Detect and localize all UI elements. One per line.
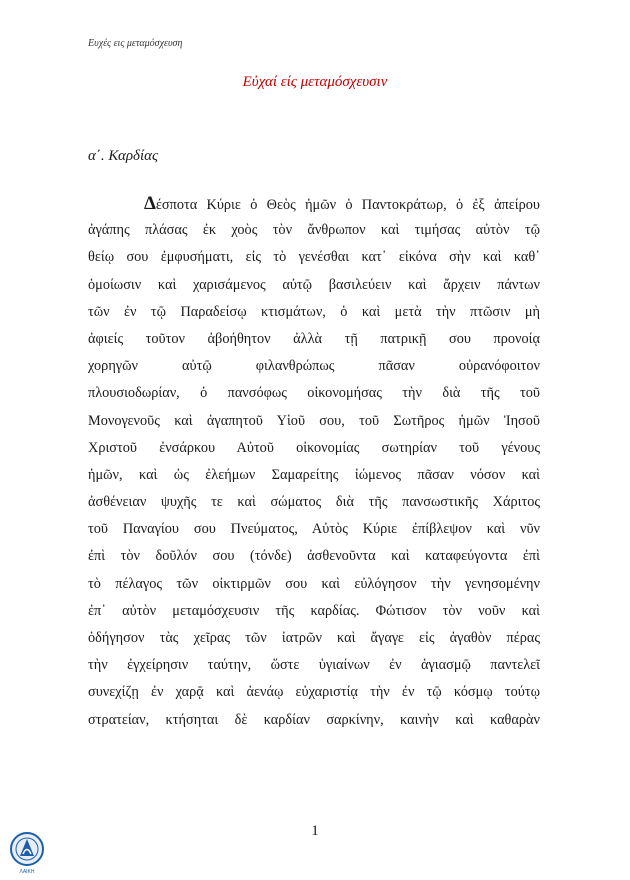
body-line: ἐπὶ τὸν δοῦλόν σου (τόνδε) ἀσθενοῦντα καὶ καταφεύγοντα ἐπὶ [88, 548, 540, 565]
body-line: τοῦ Παναγίου σου Πνεύματος, Αὐτὸς Κύριε ἐπίβλεψον καὶ νῦν [88, 521, 540, 538]
body-line: Μονογενοῦς καὶ ἀγαπητοῦ Υἱοῦ σου, τοῦ Σωτῆρος ἡμῶν Ἰησοῦ [88, 412, 540, 429]
body-line: τῶν ἐν τῷ Παραδείσῳ κτισμάτων, ὁ καὶ μετὰ τὴν πτῶσιν μὴ [88, 303, 540, 320]
body-line: τὸ πέλαγος τῶν οἰκτιρμῶν σου καὶ εὐλόγησον τὴν γενησομένην [88, 575, 540, 592]
body-line: συνεχίζῃ ἐν χαρᾷ καὶ ἀενάῳ εὐχαριστίᾳ τὴν ἐν τῷ κόσμῳ τούτῳ [88, 684, 540, 701]
body-line: θείῳ σου ἐμφυσήματι, εἰς τὸ γενέσθαι κατ᾽ εἰκόνα σὴν καὶ καθ᾽ [88, 249, 540, 266]
page-number: 1 [311, 823, 319, 839]
running-header: Ευχές εις μεταμόσχευση [88, 38, 183, 49]
body-line: ὁμοίωσιν καὶ χαρισάμενος αὐτῷ βασιλεύειν καὶ ἄρχειν πάντων [88, 276, 540, 293]
body-line: ἐπ᾽ αὐτὸν μεταμόσχευσιν τῆς καρδίας. Φώτισον τὸν νοῦν καὶ [88, 602, 540, 619]
body-line: ἀσθένειαν ψυχῆς τε καὶ σώματος διὰ τῆς πανσωστικῆς Χάριτος [88, 494, 540, 511]
drop-cap: Δ [144, 193, 156, 214]
body-line: ἡμῶν, καὶ ὡς ἐλεήμων Σαμαρείτης ἰώμενος πᾶσαν νόσον καὶ [88, 466, 540, 483]
body-line: ἀγάπης πλάσας ἐκ χοὸς τὸν ἄνθρωπον καὶ τιμήσας αὐτὸν τῷ [88, 222, 540, 239]
body-line: πλουσιοδωρίαν, ὁ πανσόφως οἰκονομήσας τὴν διὰ τῆς τοῦ [88, 385, 540, 402]
section-heading: α΄. Καρδίας [88, 148, 159, 164]
document-title: Εὐχαί είς μεταμόσχευσιν [242, 74, 388, 90]
body-line: ὁδήγησον τὰς χεῖρας τῶν ἰατρῶν καὶ ἄγαγε εἰς ἀγαθὸν πέρας [88, 630, 540, 646]
body-line: στρατείαν, κτήσηται δὲ καρδίαν σαρκίνην, καινὴν καὶ καθαρὰν [88, 711, 540, 728]
body-line: Δέσποτα Κύριε ὁ Θεὸς ἡμῶν ὁ Παντοκράτωρ, ὁ ἐξ ἀπείρου [144, 193, 540, 214]
body-line: ἀφιείς τοῦτον ἀβοήθητον ἀλλὰ τῇ πατρικῇ σου προνοίᾳ [88, 330, 540, 347]
body-line: τὴν ἐγχείρησιν ταύτην, ὥστε ὑγιαίνων ἐν ἁγιασμῷ παντελεῖ [88, 657, 540, 674]
publisher-logo-icon [6, 830, 48, 876]
logo-caption: ΛΑΙΚΗ [19, 869, 35, 875]
body-line: χορηγῶν αὐτῷ φιλανθρώπως πᾶσαν οὐρανόφοιτον [88, 358, 540, 375]
prayer-body [88, 190, 540, 734]
body-line: Χριστοῦ ἐνσάρκου Αὐτοῦ οἰκονομίας σωτηρίαν τοῦ γένους [88, 439, 540, 456]
